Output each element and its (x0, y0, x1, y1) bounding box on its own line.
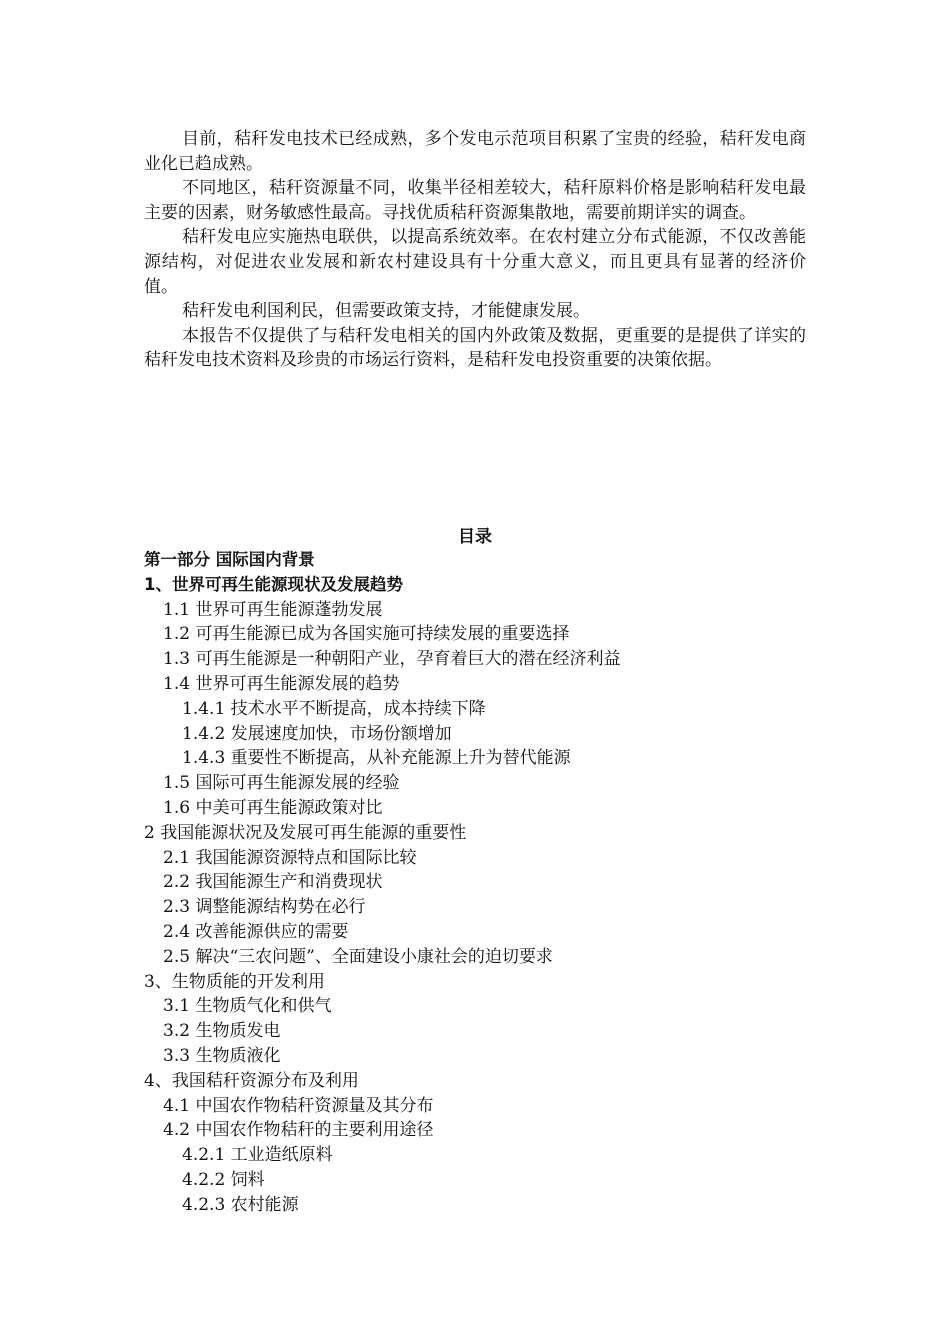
toc-title: 目录 (458, 527, 492, 547)
toc-section: 1.1 世界可再生能源蓬勃发展 (163, 599, 383, 620)
toc-chapter: 4、我国秸秆资源分布及利用 (144, 1070, 359, 1091)
intro-paragraph: 秸秆发电应实施热电联供，以提高系统效率。在农村建立分布式能源，不仅改善能源结构，对促进农业发展和新农村建设具有十分重大意义，而且更具有显著的经济价值。 (144, 227, 806, 297)
toc-section: 3.3 生物质液化 (163, 1045, 281, 1066)
intro-section (144, 127, 806, 373)
intro-paragraph: 本报告不仅提供了与秸秆发电相关的国内外政策及数据，更重要的是提供了详实的秸秆发电技术资料及珍贵的市场运行资料，是秸秆发电投资重要的决策依据。 (144, 325, 806, 371)
intro-paragraph: 不同地区，秸秆资源量不同，收集半径相差较大，秸秆原料价格是影响秸秆发电最主要的因素，财务敏感性最高。寻找优质秸秆资源集散地，需要前期详实的调查。 (144, 178, 806, 223)
toc-section: 4.2 中国农作物秸秆的主要利用途径 (163, 1120, 434, 1141)
toc-section: 1.6 中美可再生能源政策对比 (163, 797, 383, 818)
toc-section: 4.1 中国农作物秸秆资源量及其分布 (163, 1095, 434, 1116)
toc-subsection: 1.4.1 技术水平不断提高，成本持续下降 (182, 698, 486, 719)
intro-paragraph: 秸秆发电利国利民，但需要政策支持，才能健康发展。 (182, 301, 590, 322)
table-of-contents (144, 548, 844, 1218)
toc-chapter: 1、世界可再生能源现状及发展趋势 (144, 574, 403, 594)
toc-chapter: 3、生物质能的开发利用 (144, 971, 325, 992)
toc-subsection: 1.4.3 重要性不断提高，从补充能源上升为替代能源 (182, 748, 571, 769)
toc-section: 1.5 国际可再生能源发展的经验 (163, 773, 400, 794)
toc-section: 1.4 世界可再生能源发展的趋势 (163, 673, 400, 694)
toc-chapter: 2 我国能源状况及发展可再生能源的重要性 (144, 822, 467, 843)
toc-section: 2.2 我国能源生产和消费现状 (163, 872, 383, 893)
intro-paragraph: 目前，秸秆发电技术已经成熟，多个发电示范项目积累了宝贵的经验，秸秆发电商业化已趋成熟。 (144, 129, 806, 174)
toc-subsection: 1.4.2 发展速度加快，市场份额增加 (182, 723, 452, 744)
toc-part-heading: 第一部分 国际国内背景 (144, 550, 315, 569)
toc-section: 1.3 可再生能源是一种朝阳产业，孕育着巨大的潜在经济利益 (163, 649, 621, 670)
toc-section: 2.3 调整能源结构势在必行 (163, 897, 366, 918)
toc-section: 1.2 可再生能源已成为各国实施可持续发展的重要选择 (163, 624, 570, 645)
toc-subsection: 4.2.1 工业造纸原料 (182, 1145, 333, 1166)
toc-section: 3.2 生物质发电 (163, 1021, 281, 1042)
toc-section: 3.1 生物质气化和供气 (163, 996, 332, 1017)
toc-subsection: 4.2.2 饲料 (182, 1169, 265, 1190)
toc-section: 2.4 改善能源供应的需要 (163, 921, 349, 942)
toc-subsection: 4.2.3 农村能源 (182, 1194, 299, 1215)
toc-section: 2.5 解决“三农问题”、全面建设小康社会的迫切要求 (163, 946, 553, 967)
toc-section: 2.1 我国能源资源特点和国际比较 (163, 847, 417, 868)
